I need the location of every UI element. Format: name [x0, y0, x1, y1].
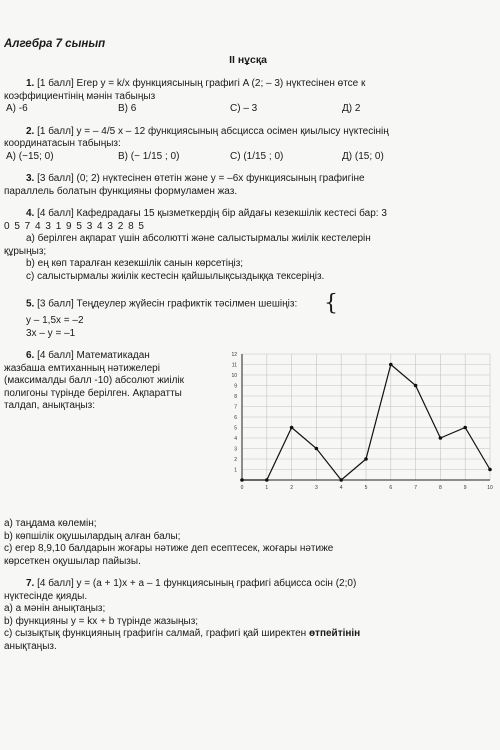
q6-line-5: талдап, анықтаңыз: [4, 400, 95, 411]
variant-title: ІІ нұсқа [229, 54, 267, 66]
y-tick-label: 6 [234, 415, 237, 421]
x-tick-label: 7 [414, 485, 417, 491]
x-tick-label: 0 [240, 485, 244, 491]
q4-part-b: b) ең көп таралған кезекшілік санын көрсетіңіз; [26, 258, 244, 269]
data-point [240, 478, 244, 482]
q5-number: 5. [26, 298, 35, 310]
data-point [439, 436, 443, 440]
q7-text-2: нүктесінде қияды. [4, 590, 88, 602]
data-point [339, 478, 343, 482]
q2-option-b[interactable]: B) (− 1/15 ; 0) [118, 150, 180, 162]
data-point [463, 426, 467, 430]
q6-line-1: [4 балл] Математикадан [37, 350, 150, 361]
q4-part-a: a) берілген ақпарат үшін абсолютті және салыстырмалы жиілік кестелерін [26, 233, 371, 244]
q6-part-c-2: көрсеткен оқушылар пайызы. [4, 555, 141, 567]
question-6-parts [4, 518, 492, 568]
q1-option-d[interactable]: Д) 2 [342, 103, 361, 114]
q7-part-c: c) сызықтық функцияның графигін салмай, графигі қай ширектен [4, 628, 307, 639]
brace-icon: { [324, 291, 338, 316]
x-tick-label: 3 [315, 485, 318, 491]
q6-line-3: (максималды балл -10) абсолют жиілік [4, 375, 185, 386]
q2-number: 2. [26, 125, 35, 137]
question-2 [4, 126, 492, 164]
q6-number: 6. [26, 350, 35, 361]
y-tick-label: 1 [234, 467, 237, 474]
y-tick-label: 5 [234, 425, 237, 432]
data-point [265, 478, 269, 482]
q7-part-c-2: анықтаңыз. [4, 640, 57, 652]
data-point [389, 363, 393, 367]
data-point [364, 457, 368, 461]
q4-number: 4. [26, 208, 35, 219]
q5-eq2: 3x – y = –1 [26, 327, 76, 339]
data-point [488, 468, 492, 472]
x-tick-label: 6 [389, 485, 393, 491]
q7-text: [4 балл] y = (a + 1)x + a – 1 функциясының графигі абцисса осін (2;0) [37, 578, 357, 589]
y-tick-label: 9 [234, 383, 237, 390]
q4-part-c: c) салыстырмалы жиілік кестесін қайшылықсыздыққа тексеріңіз. [26, 270, 325, 282]
y-tick-label: 10 [231, 373, 237, 379]
q7-part-b: b) функцияны y = kx + b түрінде жазыңыз; [4, 615, 199, 627]
q6-part-a: a) таңдама көлемін; [4, 518, 97, 529]
q7-part-c-bold: өтпейтінін [308, 628, 361, 639]
data-point [414, 384, 418, 388]
x-tick-label: 4 [339, 485, 343, 491]
q2-options [4, 151, 492, 164]
q2-text: [1 балл] y = – 4/5 x – 12 функциясының абсцисса осімен қиылысу нүктесінің [37, 125, 389, 137]
q2-option-a[interactable]: A) (−15; 0) [6, 150, 54, 162]
data-point [290, 426, 294, 430]
y-tick-label: 8 [234, 394, 237, 400]
q5-text: [3 балл] Теңдеулер жүйесін графиктік тәсілмен шешіңіз: [37, 298, 298, 310]
q2-option-c[interactable]: C) (1/15 ; 0) [230, 150, 284, 162]
page-header: Алгебра 7 сынып [4, 38, 106, 50]
q1-text: [1 балл] Егер y = k/x функциясының графигі A (2; – 3) нүктесінен өтсе к [37, 78, 366, 89]
y-tick-label: 3 [234, 446, 237, 453]
q6-line-2: жазбаша емтиханның нәтижелері [4, 362, 160, 374]
q7-part-a: a) a мәнін анықтаңыз; [4, 603, 106, 614]
q1-options [4, 103, 492, 116]
q1-option-c[interactable]: C) – 3 [230, 103, 258, 114]
q6-text [4, 350, 244, 413]
q6-line-4: полигоны түрінде берілген. Ақпаратты [4, 387, 182, 399]
q6-part-c: c) егер 8,9,10 балдарын жоғары нәтиже деп есептесек, жоғары нәтиже [4, 543, 334, 554]
q3-number: 3. [26, 173, 35, 184]
y-tick-label: 4 [234, 436, 237, 442]
question-7 [4, 578, 492, 653]
q2-option-d[interactable]: Д) (15; 0) [342, 150, 384, 162]
frequency-polygon-chart [226, 346, 496, 496]
x-tick-label: 5 [364, 485, 368, 491]
q1-text-2: коэффициентінің мәнін табыңыз [4, 90, 156, 102]
q4-part-a-2: құрыңыз; [4, 245, 47, 257]
x-tick-label: 2 [290, 485, 293, 491]
q6-part-b: b) көпшілік оқушылардың алған балы; [4, 530, 181, 542]
question-6 [4, 350, 492, 510]
question-4 [4, 208, 492, 283]
q5-system [324, 293, 340, 315]
x-tick-label: 1 [265, 485, 269, 491]
q4-data: 0 5 7 4 3 1 9 5 3 4 3 2 8 5 [4, 220, 145, 232]
q1-option-a[interactable]: A) -6 [6, 103, 28, 114]
y-tick-label: 2 [234, 457, 237, 463]
y-tick-label: 7 [234, 404, 237, 411]
q1-option-b[interactable]: B) 6 [118, 103, 137, 114]
q3-text-2: параллель болатын функцияны формуламен жаз. [4, 185, 238, 197]
x-tick-label: 8 [439, 485, 442, 491]
y-tick-label: 11 [231, 362, 237, 369]
q1-number: 1. [26, 78, 35, 89]
y-tick-label: 12 [231, 352, 237, 358]
q3-text: [3 балл] (0; 2) нүктесінен өтетін және y = –6x функциясының графигіне [37, 173, 365, 184]
question-5 [4, 293, 492, 340]
q2-text-2: координатасын табыңыз: [4, 138, 121, 149]
x-tick-label: 10 [487, 485, 493, 491]
q7-number: 7. [26, 578, 35, 589]
q5-eq1: y – 1,5x = –2 [26, 315, 84, 326]
x-tick-label: 9 [463, 485, 467, 491]
question-3 [4, 173, 492, 198]
q4-text: [4 балл] Кафедрадағы 15 қызметкердің бір айдағы кезекшілік кестесі бар: 3 [37, 208, 387, 219]
question-1 [4, 78, 492, 116]
data-point [315, 447, 319, 451]
